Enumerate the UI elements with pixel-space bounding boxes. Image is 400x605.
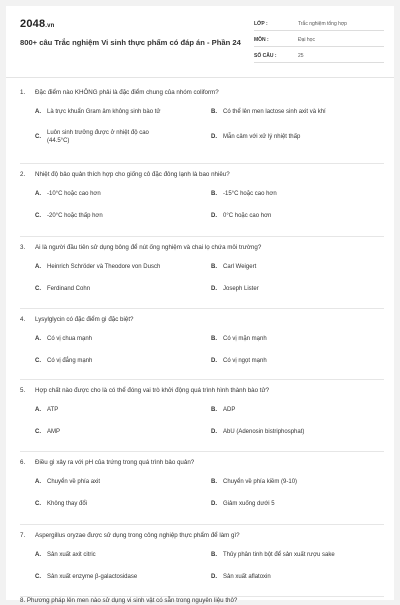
question-item — [20, 309, 384, 380]
option-text: Sản xuất aflatoxin — [223, 574, 271, 580]
option-b[interactable] — [196, 105, 366, 119]
option-list — [20, 332, 384, 368]
option-letter: A. — [35, 336, 41, 342]
option-d[interactable] — [196, 425, 366, 439]
option-letter: C. — [35, 574, 41, 580]
question-item — [20, 164, 384, 237]
meta-label: LỚP : — [254, 21, 268, 27]
meta-value: Đại học — [298, 37, 315, 43]
question-stem — [20, 531, 384, 540]
question-text: Ai là người đầu tiên sử dụng bông để nút ống nghiệm và chai lọ chứa môi trường? — [35, 244, 262, 251]
option-text: Joseph Lister — [223, 286, 259, 292]
question-text: Nhiệt độ bảo quản thích hợp cho giống cô đặc đông lạnh là bao nhiêu? — [35, 171, 230, 178]
logo-tld-text: .vn — [45, 23, 55, 29]
meta-info — [254, 18, 384, 66]
option-a[interactable] — [20, 332, 190, 346]
option-c[interactable] — [20, 354, 190, 368]
option-list — [20, 475, 384, 511]
question-stem — [20, 243, 384, 252]
question-text: Lysylglycin có đặc điểm gì đặc biệt? — [35, 316, 134, 323]
option-letter: C. — [35, 429, 41, 435]
option-c[interactable] — [20, 282, 190, 296]
option-letter: B. — [211, 191, 217, 197]
option-letter: D. — [211, 574, 217, 580]
option-text: Có vị đắng mạnh — [47, 358, 93, 364]
option-text: Không thay đổi — [47, 501, 88, 507]
meta-row-subject — [254, 34, 384, 47]
option-letter: D. — [211, 286, 217, 292]
option-text: AMP — [47, 429, 61, 435]
question-text: Aspergillus oryzae được sử dụng trong công nghiệp thực phẩm để làm gì? — [35, 532, 240, 539]
question-text: Đặc điểm nào KHÔNG phải là đặc điểm chung của nhóm coliform? — [35, 89, 219, 96]
option-a[interactable] — [20, 475, 190, 489]
option-b[interactable] — [196, 475, 366, 489]
option-c[interactable] — [20, 425, 190, 439]
option-text: Carl Weigert — [223, 264, 257, 270]
option-list — [20, 548, 384, 584]
meta-row-class — [254, 18, 384, 31]
option-letter: B. — [211, 407, 217, 413]
meta-label: SỐ CÂU : — [254, 53, 277, 59]
question-stem — [20, 386, 384, 395]
option-text: Luôn sinh trưởng được ở nhiệt độ cao (44.5°C) — [47, 130, 149, 144]
option-letter: C. — [35, 134, 41, 140]
document-page — [6, 6, 394, 604]
question-item — [20, 380, 384, 452]
option-text: -10°C hoặc cao hơn — [47, 191, 101, 197]
option-d[interactable] — [196, 497, 366, 511]
question-stem — [20, 170, 384, 179]
option-letter: C. — [35, 213, 41, 219]
option-a[interactable] — [20, 105, 190, 119]
question-stem — [20, 458, 384, 467]
option-text: Có thể lên men lactose sinh axit và khí — [223, 109, 326, 115]
option-c[interactable] — [20, 209, 190, 223]
option-letter: A. — [35, 191, 41, 197]
option-list — [20, 105, 384, 149]
option-list — [20, 260, 384, 296]
option-b[interactable] — [196, 260, 366, 274]
question-item — [20, 452, 384, 525]
question-number: 2. — [20, 171, 26, 178]
option-letter: B. — [211, 109, 217, 115]
option-letter: D. — [211, 358, 217, 364]
option-b[interactable] — [196, 332, 366, 346]
option-letter: C. — [35, 358, 41, 364]
question-number: 3. — [20, 244, 26, 251]
option-b[interactable] — [196, 187, 366, 201]
option-text: Có vị chua mạnh — [47, 336, 93, 342]
option-letter: D. — [211, 429, 217, 435]
meta-label: MÔN : — [254, 37, 269, 43]
option-letter: B. — [211, 552, 217, 558]
option-text: Sản xuất enzyme β-galactosidase — [47, 574, 138, 580]
option-text: Sản xuất axit citric — [47, 552, 96, 558]
option-d[interactable] — [196, 354, 366, 368]
option-letter: A. — [35, 552, 41, 558]
option-list — [20, 187, 384, 223]
cut-off-question-stem: 8. Phương pháp lên men nào sử dụng vi sinh vật có sẵn trong nguyên liệu thô? — [20, 597, 238, 604]
option-a[interactable] — [20, 403, 190, 417]
option-letter: A. — [35, 407, 41, 413]
option-list — [20, 403, 384, 439]
option-text: Chuyển về phía axit — [47, 479, 101, 485]
option-letter: D. — [211, 134, 217, 140]
option-b[interactable] — [196, 403, 366, 417]
question-stem — [20, 315, 384, 324]
option-letter: B. — [211, 479, 217, 485]
option-text: Là trực khuẩn Gram âm không sinh bào tử — [47, 109, 161, 115]
meta-value: 25 — [298, 53, 304, 59]
option-text: 0°C hoặc cao hơn — [223, 213, 272, 219]
option-text: ATP — [47, 407, 59, 413]
question-list — [20, 82, 384, 604]
option-text: Mẫn cảm với xử lý nhiệt thấp — [223, 134, 301, 140]
option-text: Có vị mặn mạnh — [223, 336, 267, 342]
option-b[interactable] — [196, 548, 366, 562]
question-number: 5. — [20, 387, 26, 394]
meta-value: Trắc nghiệm tổng hợp — [298, 21, 347, 27]
question-stem — [20, 88, 384, 97]
meta-row-count — [254, 50, 384, 63]
option-d[interactable] — [196, 125, 366, 149]
option-text: ADP — [223, 407, 236, 413]
option-letter: C. — [35, 286, 41, 292]
option-a[interactable] — [20, 548, 190, 562]
option-letter: A. — [35, 264, 41, 270]
option-c[interactable] — [20, 497, 190, 511]
logo-main-text: 2048 — [20, 18, 46, 30]
question-item — [20, 237, 384, 309]
option-letter: A. — [35, 109, 41, 115]
option-text: AbU (Adenosin bistriphosphat) — [223, 429, 305, 435]
question-number: 1. — [20, 89, 26, 96]
option-a[interactable] — [20, 260, 190, 274]
option-text: Chuyển về phía kiềm (9-10) — [223, 479, 298, 485]
option-letter: B. — [211, 264, 217, 270]
option-text: Giảm xuống dưới 5 — [223, 501, 275, 507]
option-text: Có vị ngọt mạnh — [223, 358, 267, 364]
option-text: -15°C hoặc cao hơn — [223, 191, 277, 197]
document-header — [20, 18, 384, 72]
option-c[interactable] — [20, 570, 190, 584]
page-title: 800+ câu Trắc nghiệm Vi sinh thực phẩm có đáp án - Phần 24 — [20, 38, 241, 47]
option-letter: D. — [211, 501, 217, 507]
option-text: -20°C hoặc thấp hơn — [47, 213, 103, 219]
option-text: Ferdinand Cohn — [47, 286, 91, 292]
question-number: 4. — [20, 316, 26, 323]
question-text: Điều gì xảy ra với pH của trứng trong quá trình bảo quản? — [35, 459, 195, 466]
option-d[interactable] — [196, 570, 366, 584]
option-a[interactable] — [20, 187, 190, 201]
question-item — [20, 82, 384, 164]
option-text: Thủy phân tinh bột để sản xuất rượu sake — [223, 552, 335, 558]
option-d[interactable] — [196, 282, 366, 296]
header-divider — [6, 77, 394, 78]
site-logo[interactable] — [20, 18, 55, 30]
option-d[interactable] — [196, 209, 366, 223]
option-letter: A. — [35, 479, 41, 485]
option-text: Heinrich Schröder và Theodore von Dusch — [47, 264, 161, 270]
question-item — [20, 525, 384, 597]
option-c[interactable] — [20, 125, 190, 149]
option-letter: C. — [35, 501, 41, 507]
option-letter: D. — [211, 213, 217, 219]
question-number: 7. — [20, 532, 26, 539]
question-number: 6. — [20, 459, 26, 466]
question-text: Hợp chất nào được cho là có thể đóng vai trò khởi động quá trình hình thành bào tử? — [35, 387, 270, 394]
option-letter: B. — [211, 336, 217, 342]
